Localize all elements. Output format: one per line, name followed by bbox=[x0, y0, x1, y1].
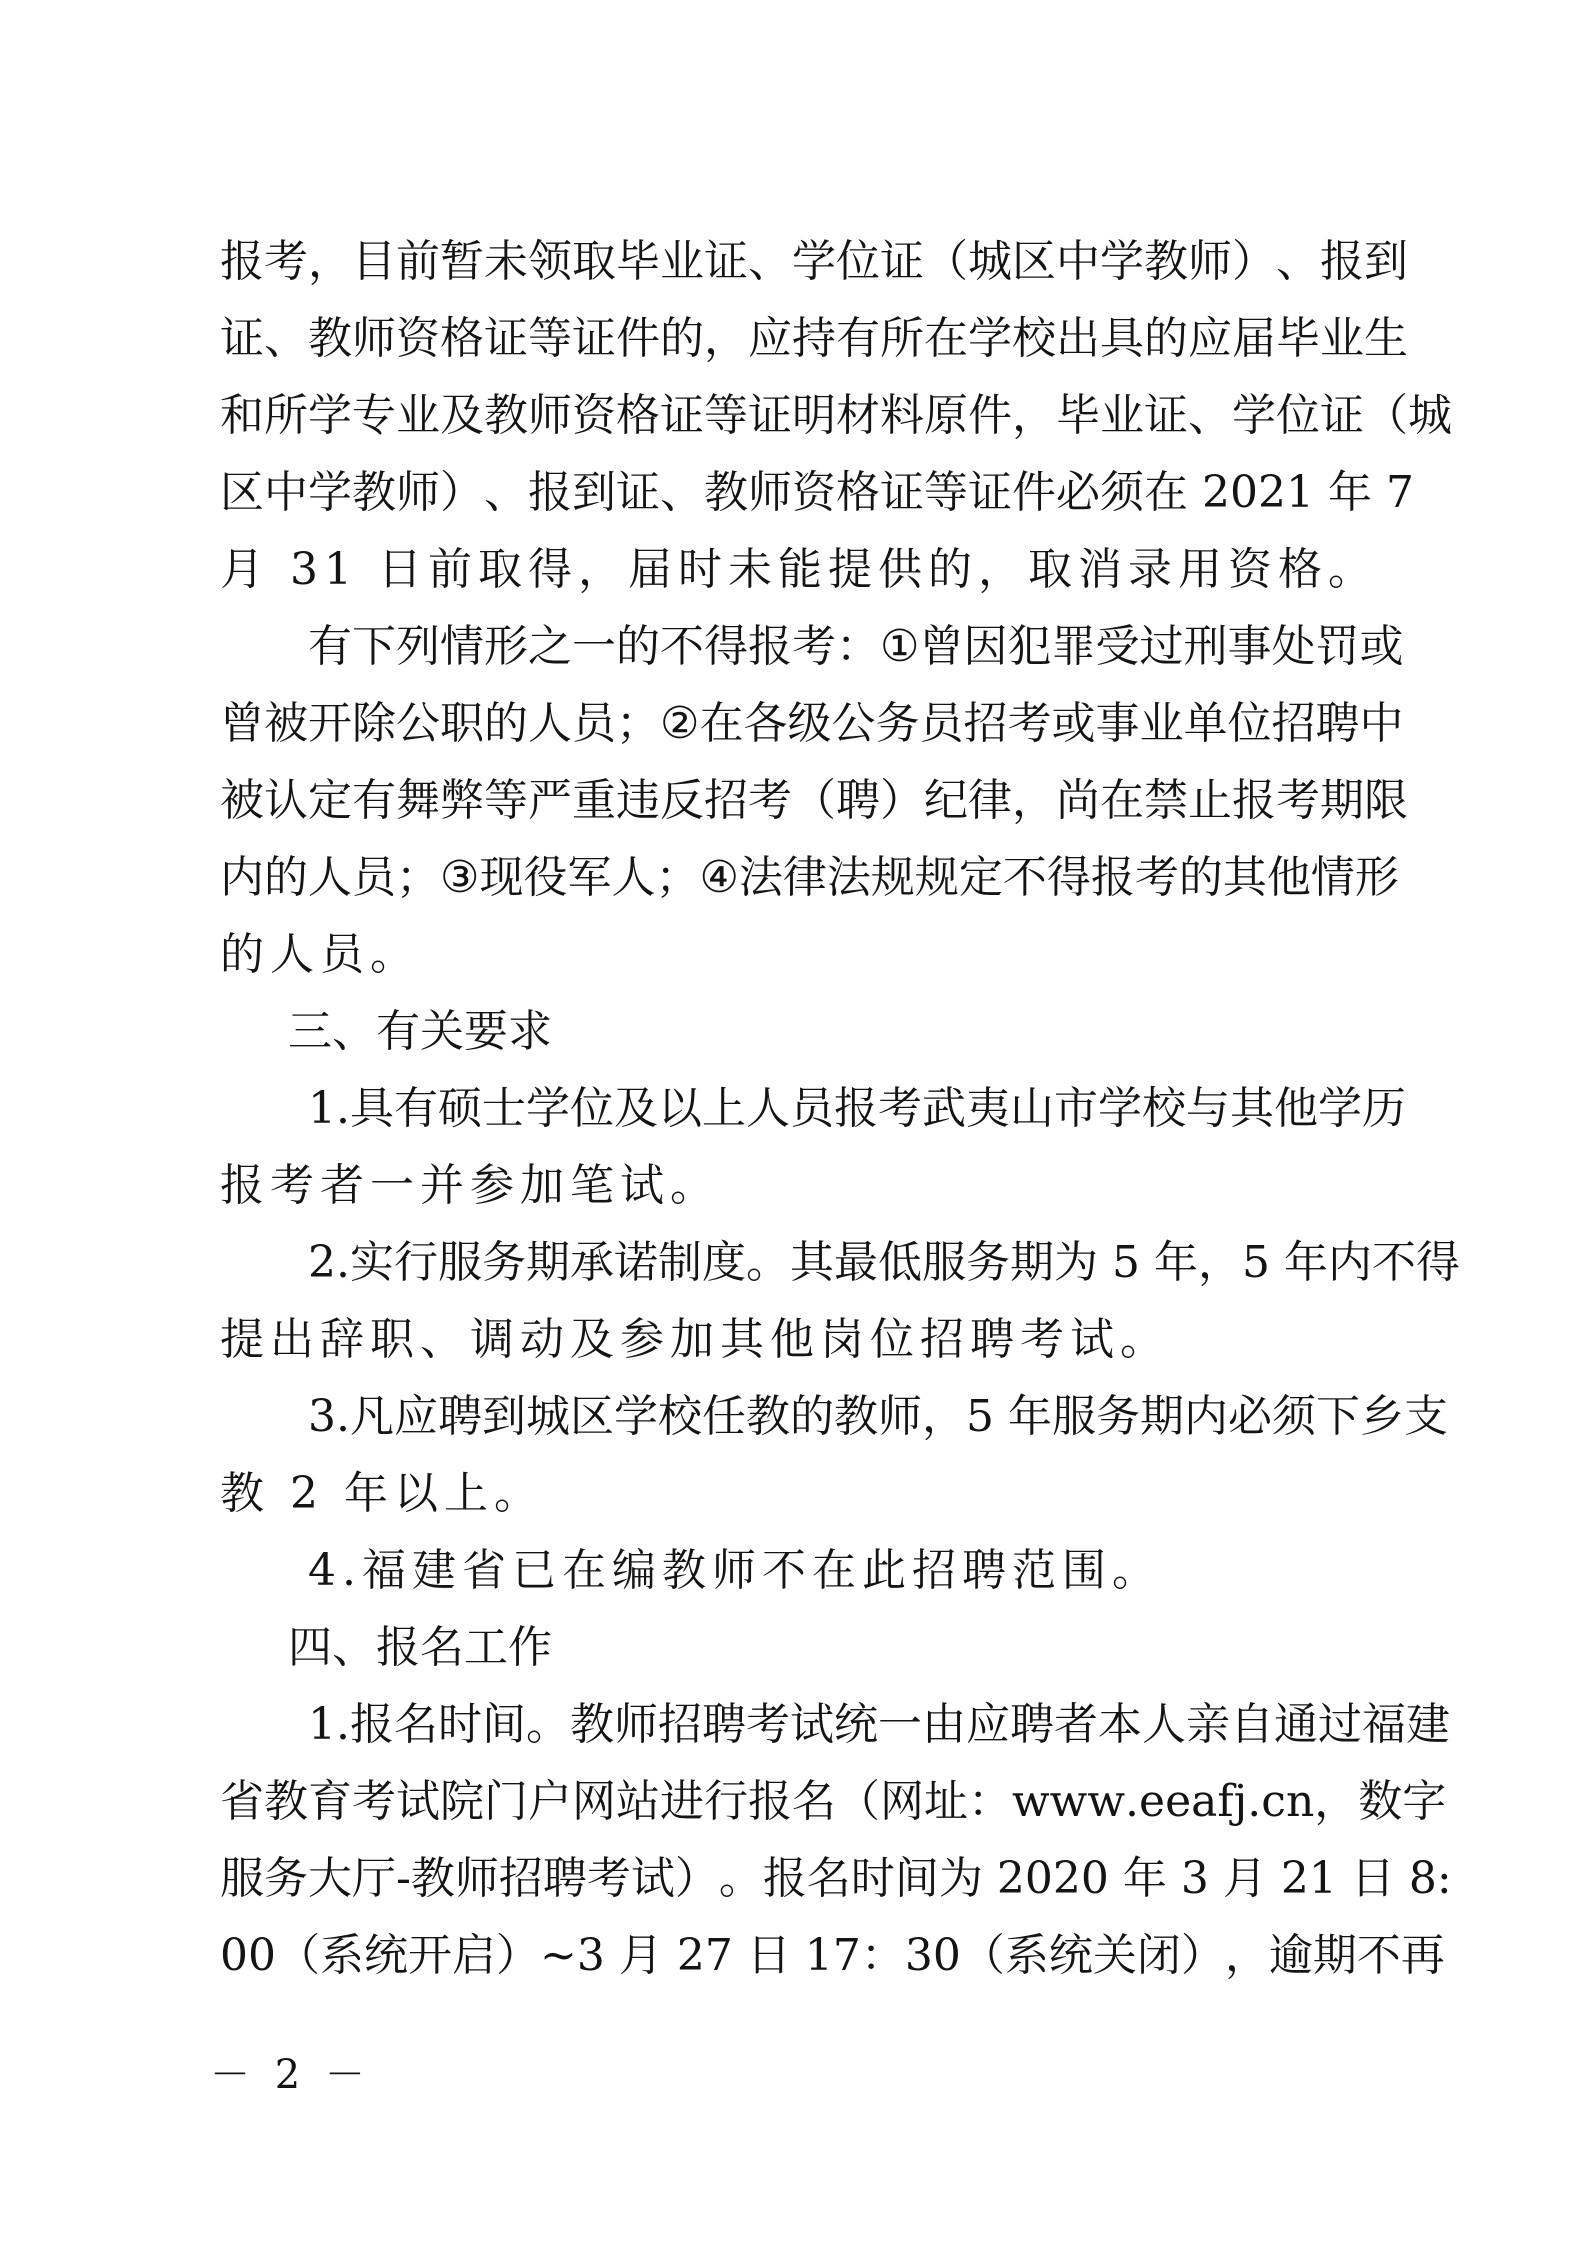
text-line: 被 认 定 有 舞 弊 等 严 重 违 反 招 考 （ 聘 ） 纪 律 ， 尚 在 禁 止 报 考 期 限 bbox=[220, 775, 1408, 826]
text-line: 有 下 列 情 形 之 一 的 不 得 报 考 ： ① 曾 因 犯 罪 受 过 刑 事 处 罚 或 bbox=[308, 621, 1404, 672]
text-line: 月 31 日前取得，届时未能提供的，取消录用资格。 bbox=[220, 544, 1378, 595]
text-line: 1 . 报 名 时 间 。 教 师 招 聘 考 试 统 一 由 应 聘 者 本 人 亲 自 通 过 福 建 bbox=[308, 1699, 1450, 1750]
text-line: 提出辞职、调动及参加其他岗位招聘考试。 bbox=[220, 1314, 1170, 1365]
text-line: 曾 被 开 除 公 职 的 人 员 ； ② 在 各 级 公 务 员 招 考 或 事 业 单 位 招 聘 中 bbox=[220, 698, 1404, 749]
text-line: 1 . 具 有 硕 士 学 位 及 以 上 人 员 报 考 武 夷 山 市 学 校 与 其 他 学 历 bbox=[308, 1083, 1406, 1134]
text-line: 服 务 大 厅 - 教 师 招 聘 考 试 ） 。 报 名 时 间 为 2 0 2 0 年 3 月 2 1 日 8 : bbox=[220, 1853, 1452, 1904]
text-line: 4.福建省已在编教师不在此招聘范围。 bbox=[308, 1545, 1162, 1596]
page-number: － 2 － bbox=[210, 2052, 371, 2098]
text-line: 证 、 教 师 资 格 证 等 证 件 的 ， 应 持 有 所 在 学 校 出 具 的 应 届 毕 业 生 bbox=[220, 313, 1408, 364]
text-line: 2 . 实 行 服 务 期 承 诺 制 度 。 其 最 低 服 务 期 为 5 年 ， 5 年 内 不 得 bbox=[308, 1237, 1460, 1288]
section-heading: 四、报名工作 bbox=[288, 1622, 552, 1673]
text-line: 教 2 年以上。 bbox=[220, 1468, 544, 1519]
text-line: 内 的 人 员 ； ③ 现 役 军 人 ； ④ 法 律 法 规 规 定 不 得 报 考 的 其 他 情 形 bbox=[220, 852, 1399, 903]
section-heading: 三、有关要求 bbox=[288, 1006, 552, 1057]
document-body bbox=[220, 223, 1460, 1994]
text-line: 报 考 ， 目 前 暂 未 领 取 毕 业 证 、 学 位 证 （ 城 区 中 学 教 师 ） 、 报 到 bbox=[220, 236, 1408, 287]
text-line: 的人员。 bbox=[220, 929, 420, 980]
text-line: 0 0 （ 系 统 开 启 ） ~ 3 月 2 7 日 1 7 ： 3 0 （ 系 统 关 闭 ） ， 逾 期 不 再 bbox=[220, 1930, 1445, 1981]
text-line: 3 . 凡 应 聘 到 城 区 学 校 任 教 的 教 师 ， 5 年 服 务 期 内 必 须 下 乡 支 bbox=[308, 1391, 1448, 1442]
text-line: 省 教 育 考 试 院 门 户 网 站 进 行 报 名 （ 网 址 ： w w w . e e a f j . c n ， 数 字 bbox=[220, 1776, 1447, 1827]
text-line: 报考者一并参加笔试。 bbox=[220, 1160, 720, 1211]
text-line: 区 中 学 教 师 ） 、 报 到 证 、 教 师 资 格 证 等 证 件 必 须 在 2 0 2 1 年 7 bbox=[220, 467, 1414, 518]
text-line: 和 所 学 专 业 及 教 师 资 格 证 等 证 明 材 料 原 件 ， 毕 业 证 、 学 位 证 （ 城 bbox=[220, 390, 1452, 441]
